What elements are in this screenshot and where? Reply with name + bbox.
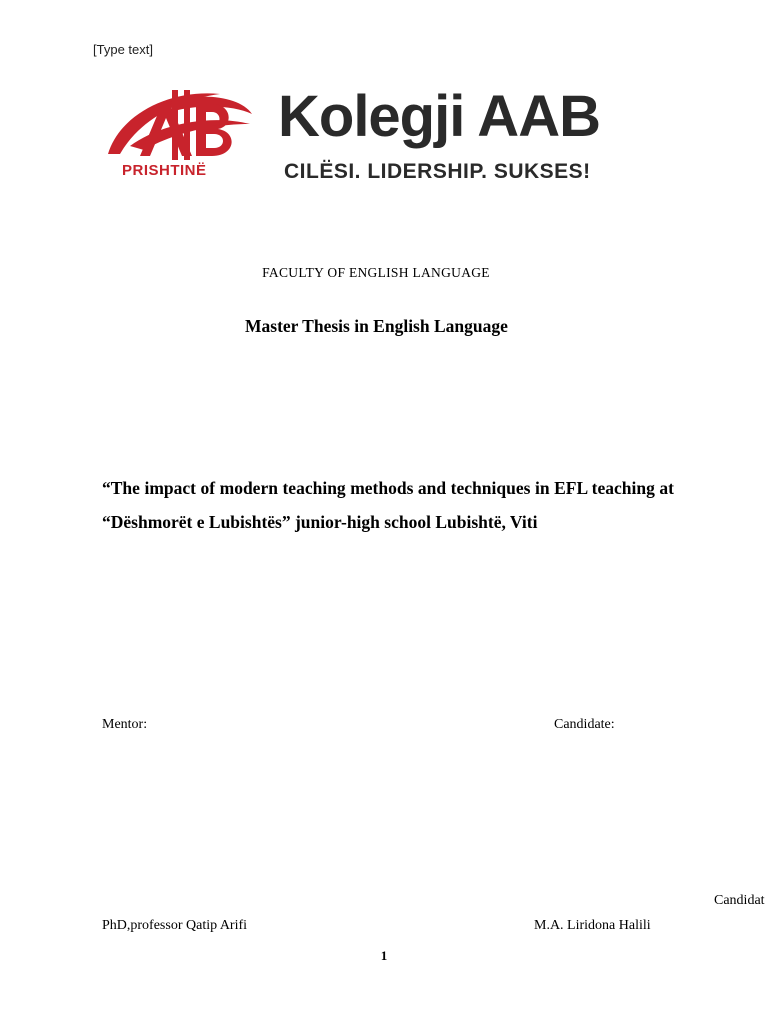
candidate-label-cut-off: Candidat — [714, 893, 765, 908]
candidate-name: M.A. Liridona Halili — [534, 918, 651, 933]
candidate-label: Candidate: — [554, 717, 615, 732]
college-logo-emblem — [100, 84, 260, 184]
mentor-label: Mentor: — [102, 717, 148, 732]
logo-college-name: Kolegji AAB — [278, 84, 600, 149]
logo-city-text: PRISHTINË — [122, 162, 207, 179]
faculty-heading — [0, 265, 768, 281]
header-placeholder-text: [Type text] — [93, 42, 153, 57]
page-number — [0, 948, 768, 964]
faculty-heading-text: FACULTY OF ENGLISH LANGUAGE — [262, 265, 490, 280]
logo-tagline: CILËSI. LIDERSHIP. SUKSES! — [284, 160, 591, 183]
thesis-title: “The impact of modern teaching methods and techniques in EFL teaching at “Dëshmorët e Lubishtës” junior-high school Lubishtë, Viti — [102, 478, 674, 532]
page-number-text: 1 — [380, 948, 388, 963]
mentor-name: PhD,professor Qatip Arifi — [102, 918, 248, 933]
thesis-type-heading: Master Thesis in English Language — [245, 316, 508, 336]
